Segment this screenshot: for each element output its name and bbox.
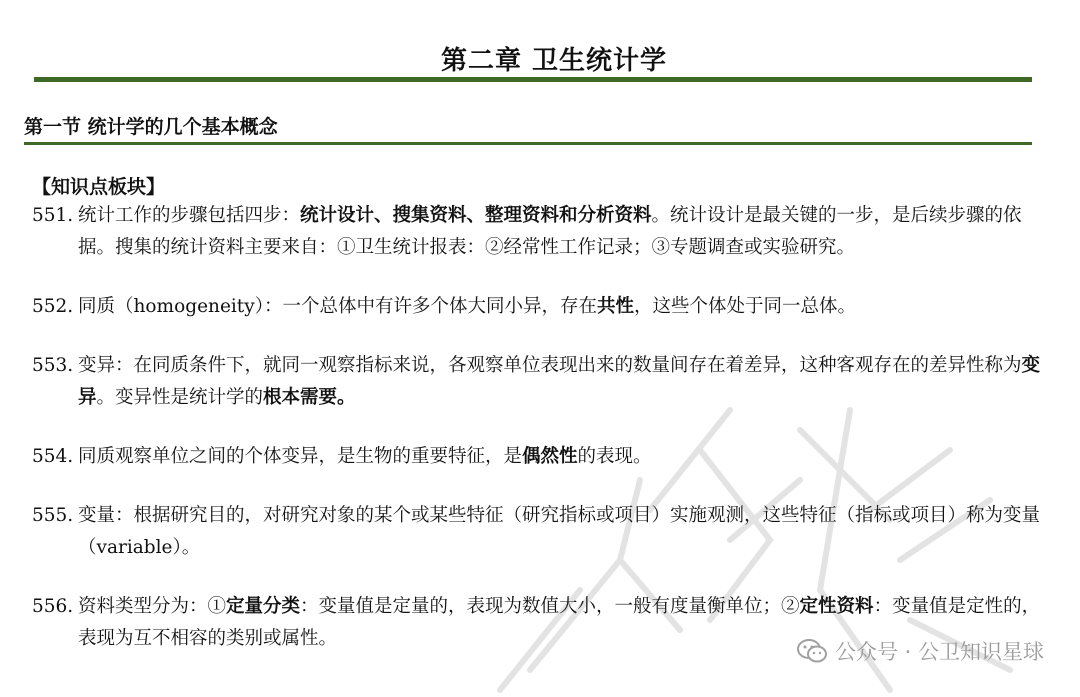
item-bold-text: 变异 — [78, 355, 1041, 408]
section-title: 第一节 统计学的几个基本概念 — [24, 116, 278, 138]
item-number: 556. — [32, 596, 74, 617]
item-text-run: ：变量值是定量的，表现为数值大小，一般有度量衡单位；② — [300, 596, 800, 617]
knowledge-item — [32, 291, 1042, 323]
item-text — [78, 205, 1022, 258]
item-text — [78, 296, 856, 317]
item-text — [78, 446, 652, 467]
item-text — [78, 505, 1040, 558]
item-text-run: 。统计设计是最关键的一步，是后续步骤的依据。搜集的统计资料主要来自：①卫生统计报表：②经常性工作记录；③专题调查或实验研究。 — [78, 205, 1022, 258]
wechat-icon — [797, 638, 827, 664]
chapter-title: 第二章 卫生统计学 — [440, 46, 668, 76]
knowledge-list — [32, 200, 1042, 682]
item-bold-text: 共性 — [596, 296, 634, 317]
chapter-divider — [34, 77, 1032, 82]
knowledge-block-title: 【知识点板块】 — [32, 176, 166, 198]
item-text-run: 变异：在同质条件下，就同一观察指标来说，各观察单位表现出来的数量间存在着差异，这种客观存在的差异性称为 — [78, 355, 1022, 376]
item-bold-text: 定量分类 — [226, 596, 301, 617]
item-bold-text: 定性资料 — [799, 596, 874, 617]
item-bold-text: 根本需要。 — [263, 387, 356, 408]
item-number: 551. — [32, 205, 74, 226]
knowledge-item — [32, 200, 1042, 264]
knowledge-item — [32, 441, 1042, 473]
knowledge-item — [32, 500, 1042, 564]
item-text-run: ，这些个体处于同一总体。 — [633, 296, 856, 317]
watermark-text: 公众号 · 公卫知识星球 — [834, 640, 1044, 664]
item-text-run: 同质观察单位之间的个体变异，是生物的重要特征，是 — [78, 446, 523, 467]
section-divider — [24, 142, 1032, 145]
item-text-run: 同质（homogeneity）：一个总体中有许多个体大同小异，存在 — [78, 296, 597, 317]
item-text-run: 资料类型分为：① — [78, 596, 227, 617]
item-bold-text: 偶然性 — [522, 446, 578, 467]
item-text — [78, 355, 1040, 408]
item-bold-text: 统计设计、搜集资料、整理资料和分析资料 — [300, 205, 652, 226]
item-text-run: 。变异性是统计学的 — [96, 387, 264, 408]
item-text-run: 统计工作的步骤包括四步： — [78, 205, 301, 226]
watermark-badge — [797, 636, 1044, 666]
item-text-run: 的表现。 — [577, 446, 652, 467]
item-number: 555. — [32, 505, 74, 526]
item-number: 554. — [32, 446, 74, 467]
item-number: 553. — [32, 355, 74, 376]
item-text-run: ：变量值是定性的，表现为互不相容的类别或属性。 — [78, 596, 1041, 649]
item-number: 552. — [32, 296, 74, 317]
item-text-run: 变量：根据研究目的，对研究对象的某个或某些特征（研究指标或项目）实施观测，这些特征（指标或项目）称为变量（variable）。 — [78, 505, 1041, 558]
knowledge-item — [32, 350, 1042, 414]
